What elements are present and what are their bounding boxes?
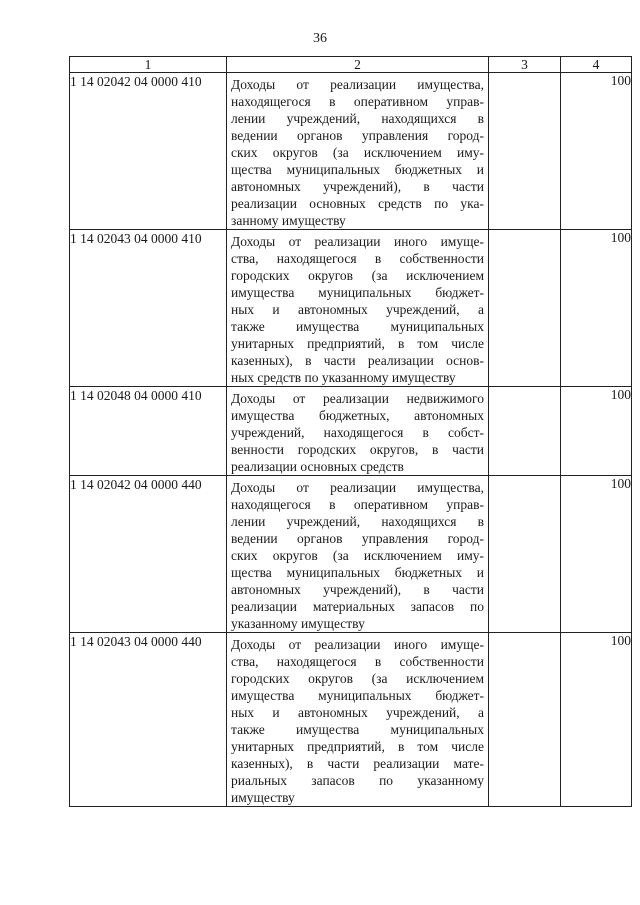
header-col-2: 2 xyxy=(227,57,489,73)
amount-cell: 100 xyxy=(561,73,632,230)
description-line: также имущества муниципальных xyxy=(231,722,484,737)
description-line: указанному имуществу xyxy=(231,616,365,631)
description-line: ных средств по указанному имуществу xyxy=(231,370,456,385)
column-3-cell xyxy=(489,387,561,476)
description-cell xyxy=(227,230,489,387)
description-line: казенных), в части реализации основ- xyxy=(231,353,484,368)
description-line: также имущества муниципальных xyxy=(231,319,484,334)
budget-code-cell: 1 14 02043 04 0000 410 xyxy=(70,230,227,387)
table-row xyxy=(70,476,632,633)
column-3-cell xyxy=(489,73,561,230)
description-line: автономных учреждений), в части xyxy=(231,582,484,597)
description-line: щества муниципальных бюджетных и xyxy=(231,565,484,580)
budget-code-cell: 1 14 02043 04 0000 440 xyxy=(70,633,227,807)
page-number: 36 xyxy=(313,31,327,46)
description-line: имущества муниципальных бюджет- xyxy=(231,285,484,300)
amount-cell: 100 xyxy=(561,230,632,387)
description-cell xyxy=(227,387,489,476)
description-line: щества муниципальных бюджетных и xyxy=(231,162,484,177)
table-header xyxy=(70,57,632,73)
description-line: реализации основных средств по ука- xyxy=(231,196,484,211)
header-col-1: 1 xyxy=(70,57,227,73)
description-line: городских округов (за исключением xyxy=(231,671,484,686)
budget-code-cell: 1 14 02048 04 0000 410 xyxy=(70,387,227,476)
description-cell xyxy=(227,476,489,633)
description-line: ных и автономных учреждений, а xyxy=(231,302,484,317)
description-line: имущества муниципальных бюджет- xyxy=(231,688,484,703)
description-line: находящегося в оперативном управ- xyxy=(231,497,484,512)
description-line: риальных запасов по указанному xyxy=(231,773,484,788)
description-line: имуществу xyxy=(231,790,295,805)
description-line: лении учреждений, находящихся в xyxy=(231,514,484,529)
amount-cell: 100 xyxy=(561,476,632,633)
description-line: находящегося в оперативном управ- xyxy=(231,94,484,109)
table-row xyxy=(70,230,632,387)
header-row xyxy=(70,57,632,73)
description-line: Доходы от реализации недвижимого xyxy=(231,391,484,406)
description-line: Доходы от реализации имущества, xyxy=(231,77,484,92)
description-line: имущества бюджетных, автономных xyxy=(231,408,484,423)
description-cell xyxy=(227,73,489,230)
column-3-cell xyxy=(489,230,561,387)
description-line: ведении органов управления город- xyxy=(231,128,484,143)
amount-cell: 100 xyxy=(561,633,632,807)
description-line: венности городских округов, в части xyxy=(231,442,484,457)
description-line: Доходы от реализации имущества, xyxy=(231,480,484,495)
description-line: унитарных предприятий, в том числе xyxy=(231,739,484,754)
amount-cell: 100 xyxy=(561,387,632,476)
description-line: реализации материальных запасов по xyxy=(231,599,484,614)
description-line: городских округов (за исключением xyxy=(231,268,484,283)
description-line: казенных), в части реализации мате- xyxy=(231,756,484,771)
description-line: реализации основных средств xyxy=(231,459,404,474)
description-line: ства, находящегося в собственности xyxy=(231,251,484,266)
description-line: ведении органов управления город- xyxy=(231,531,484,546)
table-row xyxy=(70,633,632,807)
description-line: автономных учреждений), в части xyxy=(231,179,484,194)
column-3-cell xyxy=(489,476,561,633)
budget-code-cell: 1 14 02042 04 0000 410 xyxy=(70,73,227,230)
description-line: Доходы от реализации иного имуще- xyxy=(231,637,484,652)
budget-table xyxy=(69,56,632,807)
table-row xyxy=(70,387,632,476)
description-line: ных и автономных учреждений, а xyxy=(231,705,484,720)
description-line: Доходы от реализации иного имуще- xyxy=(231,234,484,249)
table-row xyxy=(70,73,632,230)
table-body xyxy=(70,73,632,807)
budget-code-cell: 1 14 02042 04 0000 440 xyxy=(70,476,227,633)
header-col-4: 4 xyxy=(561,57,632,73)
description-cell xyxy=(227,633,489,807)
description-line: занному имуществу xyxy=(231,213,346,228)
description-line: лении учреждений, находящихся в xyxy=(231,111,484,126)
column-3-cell xyxy=(489,633,561,807)
description-line: ства, находящегося в собственности xyxy=(231,654,484,669)
header-col-3: 3 xyxy=(489,57,561,73)
description-line: унитарных предприятий, в том числе xyxy=(231,336,484,351)
description-line: ских округов (за исключением иму- xyxy=(231,548,484,563)
description-line: ских округов (за исключением иму- xyxy=(231,145,484,160)
description-line: учреждений, находящегося в собст- xyxy=(231,425,484,440)
